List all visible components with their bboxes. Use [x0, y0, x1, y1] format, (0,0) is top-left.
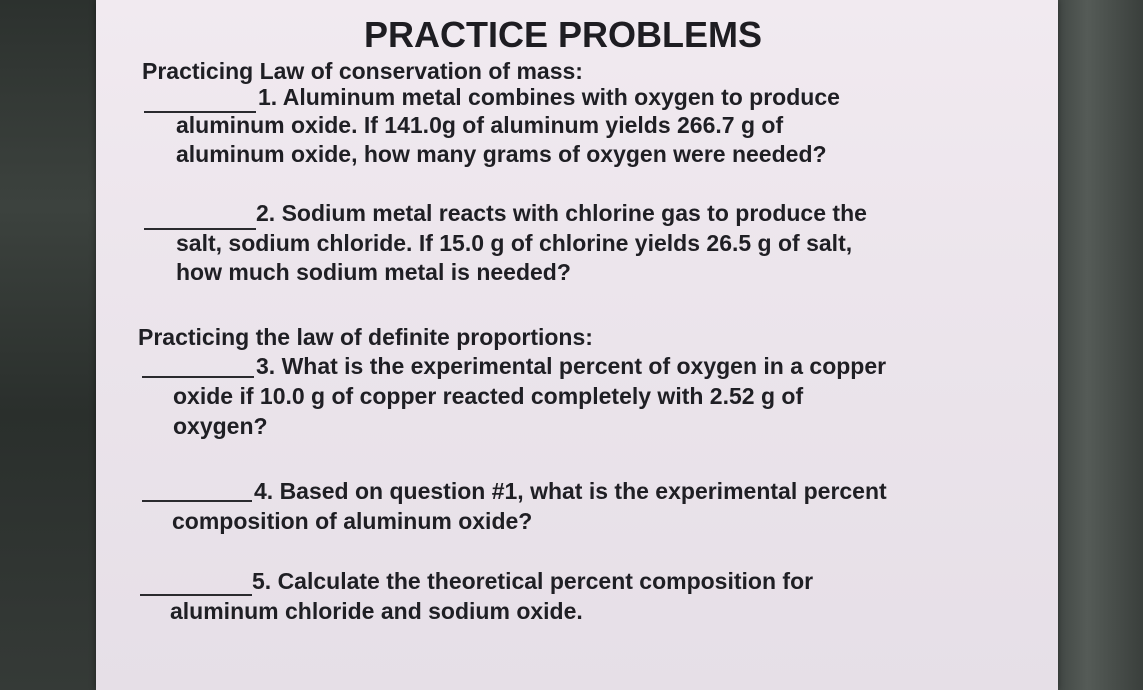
problem-5-line-1: 5. Calculate the theoretical percent composition for — [252, 568, 814, 594]
answer-blank-3 — [142, 376, 254, 378]
background-right — [1050, 0, 1143, 690]
answer-blank-4 — [142, 500, 252, 502]
problem-2-line-2: salt, sodium chloride. If 15.0 g of chlorine yields 26.5 g of salt, — [176, 230, 853, 256]
section-heading-conservation: Practicing Law of conservation of mass: — [142, 58, 583, 84]
answer-blank-5 — [140, 594, 252, 596]
problem-1-line-1: 1. Aluminum metal combines with oxygen to produce — [258, 84, 840, 110]
worksheet-page — [96, 0, 1058, 690]
problem-2-line-3: how much sodium metal is needed? — [176, 259, 571, 285]
background-left — [0, 0, 100, 690]
problem-5-line-2: aluminum chloride and sodium oxide. — [170, 598, 583, 624]
problem-2-line-1: 2. Sodium metal reacts with chlorine gas to produce the — [256, 200, 867, 226]
problem-4-line-2: composition of aluminum oxide? — [172, 508, 533, 534]
problem-3-line-3: oxygen? — [173, 413, 268, 439]
problem-3-line-1: 3. What is the experimental percent of oxygen in a copper — [256, 353, 887, 379]
page-title: PRACTICE PROBLEMS — [363, 14, 763, 55]
problem-3-line-2: oxide if 10.0 g of copper reacted completely with 2.52 g of — [173, 383, 804, 409]
problem-1-line-2: aluminum oxide. If 141.0g of aluminum yields 266.7 g of — [176, 112, 784, 138]
problem-4-line-1: 4. Based on question #1, what is the experimental percent — [254, 478, 887, 504]
section-heading-definite-proportions: Practicing the law of definite proportions: — [138, 324, 593, 350]
problem-1-line-3: aluminum oxide, how many grams of oxygen were needed? — [176, 141, 827, 167]
